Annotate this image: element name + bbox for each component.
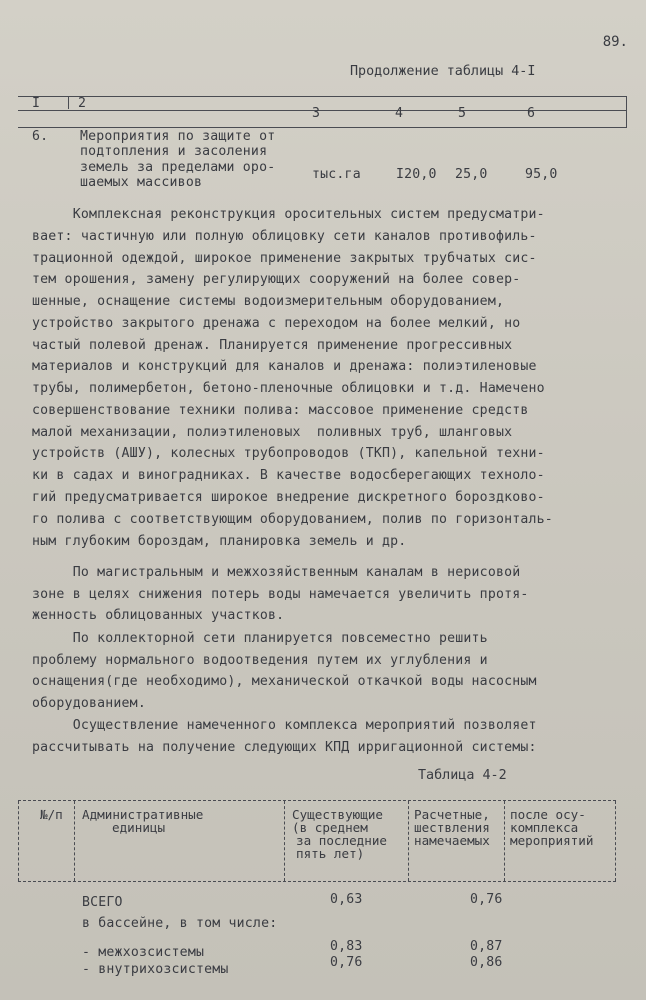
- paragraph-line: устройств (АШУ), колесных трубопроводов (ТКП), капельной техни-: [32, 446, 545, 461]
- table1-unit: тыс.га: [312, 167, 361, 182]
- paragraph-line: го полива с соответствующим оборудованием, полив по горизонталь-: [32, 512, 553, 527]
- paragraph-line: По коллекторной сети планируется повсеместно решить: [32, 631, 488, 646]
- table1-value-col5: 25,0: [455, 167, 488, 182]
- table1-col3-header: 3: [312, 106, 321, 121]
- table1-header-box: [18, 96, 627, 128]
- table-continued-label: Продолжение таблицы 4-I: [350, 64, 536, 79]
- paragraph-line: совершенствование техники полива: массовое применение средств: [32, 403, 529, 418]
- table2-header-calculated: намечаемых: [414, 833, 490, 848]
- paragraph-line: тем орошения, замену регулирующих сооружений на более совер-: [32, 272, 521, 287]
- table2-header-existing: Существующие: [292, 807, 383, 822]
- table2-row-calculated: 0,86: [470, 955, 503, 970]
- table2-row-calculated: 0,87: [470, 939, 503, 954]
- table2-row-existing: 0,83: [330, 939, 363, 954]
- paragraph-line: шенные, оснащение системы водоизмерительным оборудованием,: [32, 294, 505, 309]
- paragraph-line: Комплексная реконструкция оросительных систем предусматри-: [32, 207, 545, 222]
- page-number: 89.: [602, 34, 628, 50]
- table1-row-name-line: земель за пределами оро-: [80, 160, 276, 175]
- paragraph-line: проблему нормального водоотведения путем их углубления и: [32, 653, 488, 668]
- table2-header-existing: пять лет): [296, 846, 365, 861]
- paragraph-line: оснащения(где необходимо), механической откачкой воды насосным: [32, 674, 537, 689]
- table2-header-admin-units: единицы: [112, 820, 166, 835]
- paragraph-line: устройство закрытого дренажа с переходом на более мелкий, но: [32, 316, 521, 331]
- paragraph-line: зоне в целях снижения потерь воды намечается увеличить протя-: [32, 587, 529, 602]
- paragraph-line: ным глубоким бороздам, планировка земель и др.: [32, 534, 407, 549]
- table1-col4-header: 4: [395, 106, 404, 121]
- table1-row-name-line: Мероприятия по защите от: [80, 129, 276, 144]
- paragraph-line: малой механизации, полиэтиленовых поливных труб, шланговых: [32, 425, 513, 440]
- table1-col6-header: 6: [527, 106, 536, 121]
- paragraph-line: Осуществление намеченного комплекса мероприятий позволяет: [32, 718, 537, 733]
- table2-header-after: комплекса: [510, 820, 579, 835]
- table2-header-calculated: Расчетные,: [414, 807, 490, 822]
- paragraph-line: ки в садах и виноградниках. В качестве водосберегающих техноло-: [32, 468, 545, 483]
- table2-row-label: в бассейне, в том числе:: [82, 916, 278, 931]
- table2-header-after: после осу-: [510, 807, 586, 822]
- paragraph-line: По магистральным и межхозяйственным каналам в нерисовой: [32, 565, 521, 580]
- table2-header-existing: за последние: [296, 833, 387, 848]
- table1-row-number: 6.: [32, 129, 49, 144]
- table2-row-label: ВСЕГО: [82, 895, 123, 910]
- table2-col-divider: [504, 801, 505, 881]
- table2-header-calculated: шествления: [414, 820, 490, 835]
- table2-col-divider: [615, 801, 616, 881]
- paragraph-line: материалов и конструкций для каналов и дренажа: полиэтиленовые: [32, 359, 537, 374]
- table1-col2-header: 2: [78, 96, 87, 111]
- table1-header-separator: [68, 97, 69, 109]
- paragraph-line: оборудованием.: [32, 696, 146, 711]
- paragraph-line: трационной одеждой, широкое применение закрытых трубчатых сис-: [32, 251, 537, 266]
- table1-row-name-line: шаемых массивов: [80, 175, 203, 190]
- table1-row-name-line: подтопления и засоления: [80, 144, 268, 159]
- paragraph-line: рассчитывать на получение следующих КПД ирригационной системы:: [32, 740, 537, 755]
- table2-header-admin-units: Административные: [82, 807, 204, 822]
- paragraph-line: женность облицованных участков.: [32, 608, 285, 623]
- table1-col1-header: I: [32, 96, 41, 111]
- table1-col5-header: 5: [458, 106, 467, 121]
- table2-title: Таблица 4-2: [418, 768, 507, 783]
- table2-row-existing: 0,76: [330, 955, 363, 970]
- table2-header-existing: (в среднем: [292, 820, 368, 835]
- paragraph-line: частый полевой дренаж. Планируется применение прогрессивных: [32, 338, 513, 353]
- table2-col-divider: [18, 801, 19, 881]
- table2-row-label: - внутрихозсистемы: [82, 962, 229, 977]
- table2-col-divider: [408, 801, 409, 881]
- paragraph-line: вает: частичную или полную облицовку сети каналов противофиль-: [32, 229, 537, 244]
- paragraph-line: трубы, полимербетон, бетоно-пленочные облицовки и т.д. Намечено: [32, 381, 545, 396]
- paragraph-line: гий предусматривается широкое внедрение дискретного бороздково-: [32, 490, 545, 505]
- table2-row-calculated: 0,76: [470, 892, 503, 907]
- table2-row-label: - межхозсистемы: [82, 945, 205, 960]
- table2-row-existing: 0,63: [330, 892, 363, 907]
- table2-col-divider: [74, 801, 75, 881]
- table2-header-number: №/п: [40, 807, 63, 822]
- table1-value-col4: I20,0: [396, 167, 437, 182]
- table2-col-divider: [284, 801, 285, 881]
- table2-header-after: мероприятий: [510, 833, 594, 848]
- table1-value-col6: 95,0: [525, 167, 558, 182]
